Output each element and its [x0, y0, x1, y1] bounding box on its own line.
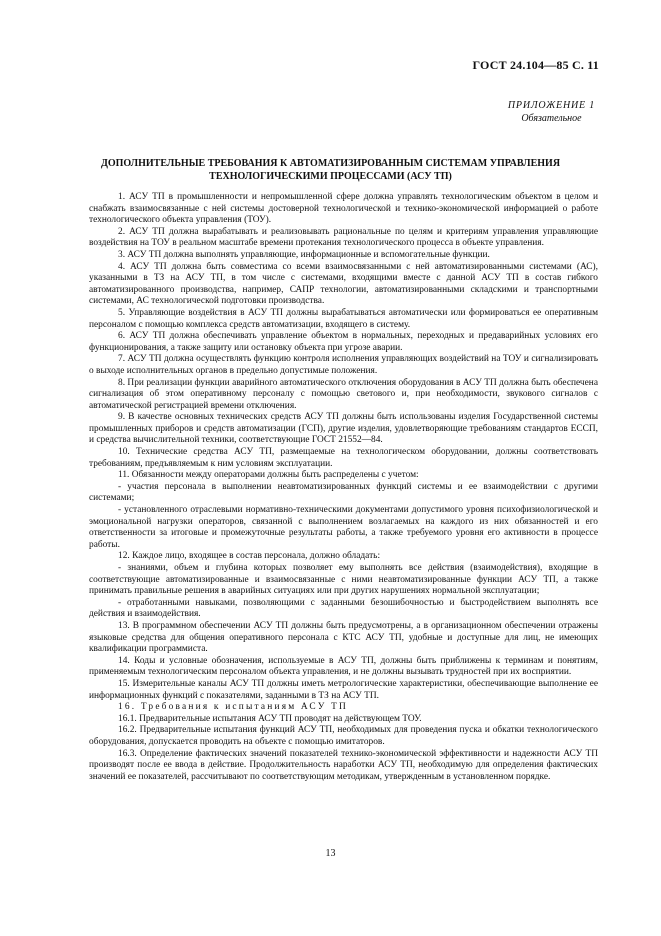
paragraph: 13. В программном обеспечении АСУ ТП должны быть предусмотрены, а в организационном обеспечении отражены языковые средства для общения оперативного персонала с КТС АСУ ТП, удобные и доступные для лиц, не имеющих квалификации программиста.: [89, 620, 598, 655]
list-item: - участия персонала в выполнении неавтоматизированных функций системы и ее взаимодействии с другими системами;: [89, 481, 598, 504]
appendix-status: Обязательное: [521, 113, 582, 124]
subsection-heading: 16. Требования к испытаниям АСУ ТП: [118, 702, 348, 713]
appendix-label: ПРИЛОЖЕНИЕ 1: [507, 100, 595, 111]
title-line-1: ДОПОЛНИТЕЛЬНЫЕ ТРЕБОВАНИЯ К АВТОМАТИЗИРОВАННЫМ СИСТЕМАМ УПРАВЛЕНИЯ: [100, 158, 561, 169]
paragraph: 8. При реализации функции аварийного автоматического отключения оборудования в АСУ ТП должна быть обеспечена сигнализация об этом оперативному персоналу с помощью светового и, при необходимости, звукового сигналов с автоматической регистрацией времени отключения.: [89, 377, 598, 411]
paragraph: 16.1. Предварительные испытания АСУ ТП проводят на действующем ТОУ.: [118, 713, 422, 724]
paragraph: 5. Управляющие воздействия в АСУ ТП должны вырабатываться автоматически или формироваться ее оперативным персоналом с помощью комплекса средств автоматизации, входящего в систему.: [89, 307, 598, 330]
paragraph: 10. Технические средства АСУ ТП, размещаемые на технологическом оборудовании, должны соответствовать требованиям, предъявляемым к ним условиям эксплуатации.: [89, 447, 598, 469]
paragraph: 14. Коды и условные обозначения, используемые в АСУ ТП, должны быть приближены к терминам и понятиям, применяемым технологическим персоналом объекта управления, и не должны вызывать трудностей при их восприятии.: [89, 655, 598, 678]
paragraph: 12. Каждое лицо, входящее в состав персонала, должно обладать:: [118, 551, 381, 562]
page-number: 13: [325, 848, 336, 859]
body-text: [89, 192, 598, 783]
standard-header: ГОСТ 24.104—85 С. 11: [472, 58, 599, 72]
appendix-block: [508, 99, 595, 125]
title-line-2: ТЕХНОЛОГИЧЕСКИМИ ПРОЦЕССАМИ (АСУ ТП): [209, 171, 452, 182]
paragraph: 16.2. Предварительные испытания функций АСУ ТП, необходимых для проведения пуска и обкатки технологического оборудования, допускается проводить на объекте с помощью имитаторов.: [89, 725, 598, 747]
paragraph: 2. АСУ ТП должна вырабатывать и реализовывать рациональные по целям и критериям управления управляющие воздействия на ТОУ в реальном масштабе времени протекания технологического процесса в объекте управления.: [89, 226, 598, 249]
paragraph: 4. АСУ ТП должна быть совместима со всеми взаимосвязанными с ней автоматизированными системами (АС), указанными в ТЗ на АСУ ТП, в том числе с системами, входящими вместе с данной АСУ ТП в состав гибкого автоматизированного производства, например, САПР технологии, автоматизированными складскими и транспортными системами, АС технологической подготовки производства.: [89, 261, 598, 307]
paragraph: 16.3. Определение фактических значений показателей технико-экономической эффективности и надежности АСУ ТП производят после ее ввода в действие. Продолжительность наработки АСУ ТП, необходимую для определения фактических значений ее показателей, рассчитывают по соответствующим методикам, утвержденным в установленном порядке.: [89, 748, 598, 782]
list-item: - отработанными навыками, позволяющими с заданными безошибочностью и быстродействием выполнять все действия и взаимодействия.: [89, 597, 598, 620]
section-title: [60, 157, 601, 183]
paragraph: 6. АСУ ТП должна обеспечивать управление объектом в нормальных, переходных и предаварийных условиях его функционирования, а также защиту или остановку объекта при угрозе аварии.: [89, 331, 598, 353]
list-item: - знаниями, объем и глубина которых позволяет ему выполнять все действия (взаимодействия), входящие в соответствующие автоматизированные и взаимосвязанные с ними неавтоматизированные функции АСУ ТП, а также принимать правильные решения в аварийных ситуациях или при других нарушениях нормальной эксплуатации;: [89, 563, 598, 597]
paragraph: 9. В качестве основных технических средств АСУ ТП должны быть использованы изделия Государственной системы промышленных приборов и средств автоматизации (ГСП), другие изделия, удовлетворяющие требованиям стандартов ЕССП, и средства вычислительной техники, соответствующие ГОСТ 21552—84.: [89, 412, 598, 446]
list-item: - установленного отраслевыми нормативно-техническими документами допустимого уровня психофизиологической и эмоциональной нагрузки операторов, связанной с выполнением возлагаемых на каждого из них обязанностей и его ответственности за итоговые и промежуточные результаты работы, а также требуемого уровня его активности в процессе работы.: [89, 505, 598, 550]
paragraph: 15. Измерительные каналы АСУ ТП должны иметь метрологические характеристики, обеспечивающие выполнение ее информационных функций с показателями, заданными в ТЗ на АСУ ТП.: [89, 678, 598, 701]
paragraph: 3. АСУ ТП должна выполнять управляющие, информационные и вспомогательные функции.: [118, 249, 490, 260]
paragraph: 7. АСУ ТП должна осуществлять функцию контроля исполнения управляющих воздействий на ТОУ и сигнализировать о выходе исполнительных органов в предельно допустимые положения.: [89, 354, 598, 376]
paragraph: 1. АСУ ТП в промышленности и непромышленной сфере должна управлять технологическим объектом в целом и снабжать взаимосвязанные с ней системы достоверной технологической и технико-экономической информацией о работе технологического объекта управления (ТОУ).: [89, 192, 598, 226]
paragraph: 11. Обязанности между операторами должны быть распределены с учетом:: [118, 470, 419, 481]
